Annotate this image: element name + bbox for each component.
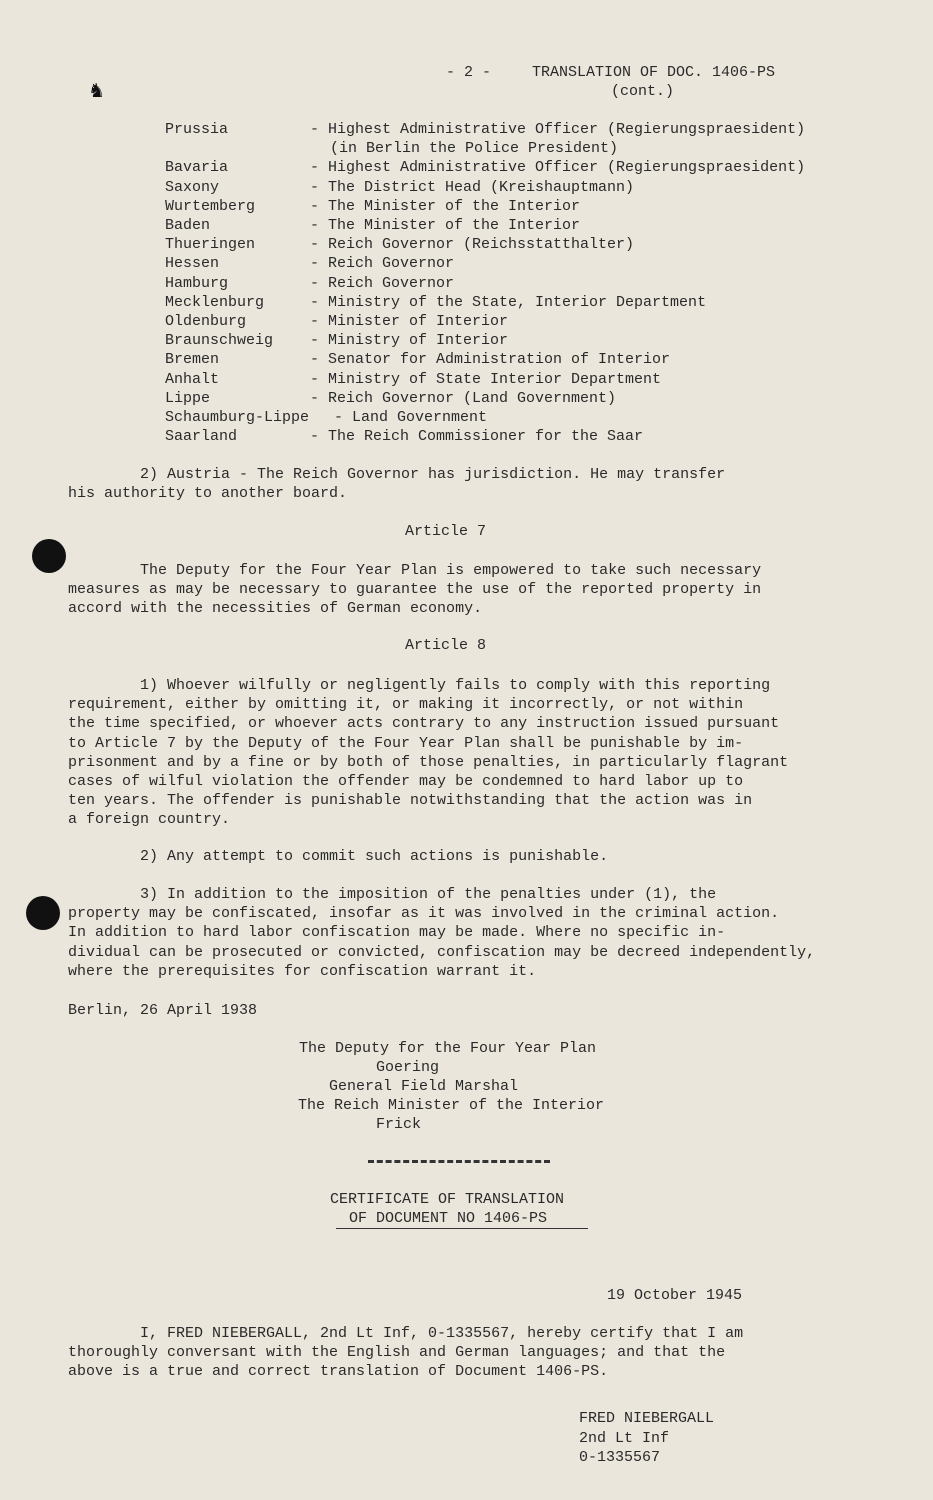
authority-state: Braunschweig: [165, 332, 274, 350]
authority-office: - Ministry of State Interior Department: [310, 370, 662, 388]
article-7-text: The Deputy for the Four Year Plan is empowered to take such necessary measures as may be necessary to guarantee the use of the reported property in accord with the necessities of German economy.: [68, 562, 762, 618]
article-8-heading: Article 8: [405, 637, 487, 654]
authority-office: - Minister of Interior: [310, 313, 509, 330]
authority-state: Prussia: [165, 121, 229, 138]
signatory-goering: Goering: [376, 1059, 440, 1076]
certificate-underline: [336, 1228, 588, 1229]
signatory-frick: Frick: [376, 1116, 422, 1133]
punch-hole-top: [32, 539, 66, 573]
punch-hole-bottom: [26, 896, 60, 930]
authority-state: Hamburg: [165, 274, 229, 292]
certificate-title: CERTIFICATE OF TRANSLATION: [330, 1191, 565, 1208]
signatory-minister-title: The Reich Minister of the Interior: [298, 1097, 605, 1114]
authority-office: - The District Head (Kreishauptmann): [310, 178, 635, 196]
authority-office: - Highest Administrative Officer (Regierungspraesident): [310, 121, 806, 138]
authority-state: Saarland: [165, 428, 238, 446]
certificate-subtitle: OF DOCUMENT NO 1406-PS: [349, 1210, 548, 1227]
authority-state: Saxony: [165, 178, 220, 196]
signatory-field-marshal: General Field Marshal: [329, 1078, 519, 1095]
certificate-date: 19 October 1945: [607, 1287, 743, 1304]
authority-state: Mecklenburg: [165, 293, 265, 311]
article-7-heading: Article 7: [405, 523, 487, 540]
page-number: - 2 -: [446, 64, 492, 81]
authority-state: Bavaria: [165, 159, 229, 177]
authority-office: - Reich Governor (Reichsstatthalter): [310, 236, 635, 254]
certificate-text: I, FRED NIEBERGALL, 2nd Lt Inf, 0-1335567, hereby certify that I am thoroughly conversant with the English and German languages; and that the above is a true and correct translation of Document 1406-PS.: [68, 1325, 744, 1381]
authority-state: Anhalt: [165, 370, 220, 388]
document-title: TRANSLATION OF DOC. 1406-PS: [532, 64, 776, 81]
authority-office: - Reich Governor: [310, 255, 455, 273]
authority-state: Thueringen: [165, 236, 256, 254]
authority-state: Oldenburg: [165, 313, 247, 330]
authority-office: - Highest Administrative Officer (Regierungspraesident): [310, 159, 806, 177]
austria-paragraph: 2) Austria - The Reich Governor has jurisdiction. He may transfer his authority to another board.: [68, 466, 726, 503]
authority-office: - The Minister of the Interior: [310, 197, 581, 215]
certifier-serial: 0-1335567: [579, 1449, 661, 1466]
signatory-deputy-title: The Deputy for the Four Year Plan: [299, 1040, 597, 1057]
place-date: Berlin, 26 April 1938: [68, 1002, 258, 1019]
article-8-paragraph-3: 3) In addition to the imposition of the penalties under (1), the property may be confiscated, insofar as it was involved in the criminal action. In addition to hard labor confiscation may be made. Where no specific in- dividual can be prosecuted or convicted, confiscation may be decreed independently, where the prerequisites for confiscation warrant it.: [68, 886, 816, 980]
authority-state: Lippe: [165, 389, 211, 407]
authority-office: - Reich Governor: [310, 274, 455, 292]
article-8-paragraph-1: 1) Whoever wilfully or negligently fails to comply with this reporting requirement, either by omitting it, or making it incorrectly, or not within the time specified, or whoever acts contrary to any instruction issued pursuant to Article 7 by the Deputy of the Four Year Plan shall be punishable by im- prisonment and by a fine or by both of those penalties, in particularly flagrant cases of wilful violation the offender may be condemned to hard labor up to ten years. The offender is punishable notwithstanding that the action was in a foreign country.: [68, 677, 789, 829]
authority-office: - Land Government: [334, 409, 488, 426]
authority-state: Hessen: [165, 255, 220, 273]
dashed-separator: [368, 1160, 550, 1163]
authority-office: - Reich Governor (Land Government): [310, 389, 617, 407]
authority-office: - The Minister of the Interior: [310, 217, 581, 234]
authority-office: - Ministry of Interior: [310, 332, 509, 350]
authority-office: - Ministry of the State, Interior Department: [310, 293, 707, 311]
certifier-name: FRED NIEBERGALL: [579, 1410, 715, 1427]
authority-state: Wurtemberg: [165, 197, 256, 215]
article-8-paragraph-2: 2) Any attempt to commit such actions is punishable.: [68, 848, 609, 865]
authority-state: Baden: [165, 217, 211, 234]
authority-office: - Senator for Administration of Interior: [310, 351, 671, 369]
certifier-rank: 2nd Lt Inf: [579, 1430, 670, 1447]
authority-office: - The Reich Commissioner for the Saar: [310, 428, 644, 446]
authority-state: Schaumburg-Lippe: [165, 409, 310, 426]
handwritten-mark: ♞: [90, 79, 104, 104]
authority-office-note: (in Berlin the Police President): [330, 140, 619, 158]
authority-state: Bremen: [165, 351, 220, 369]
document-title-cont: (cont.): [611, 83, 675, 100]
